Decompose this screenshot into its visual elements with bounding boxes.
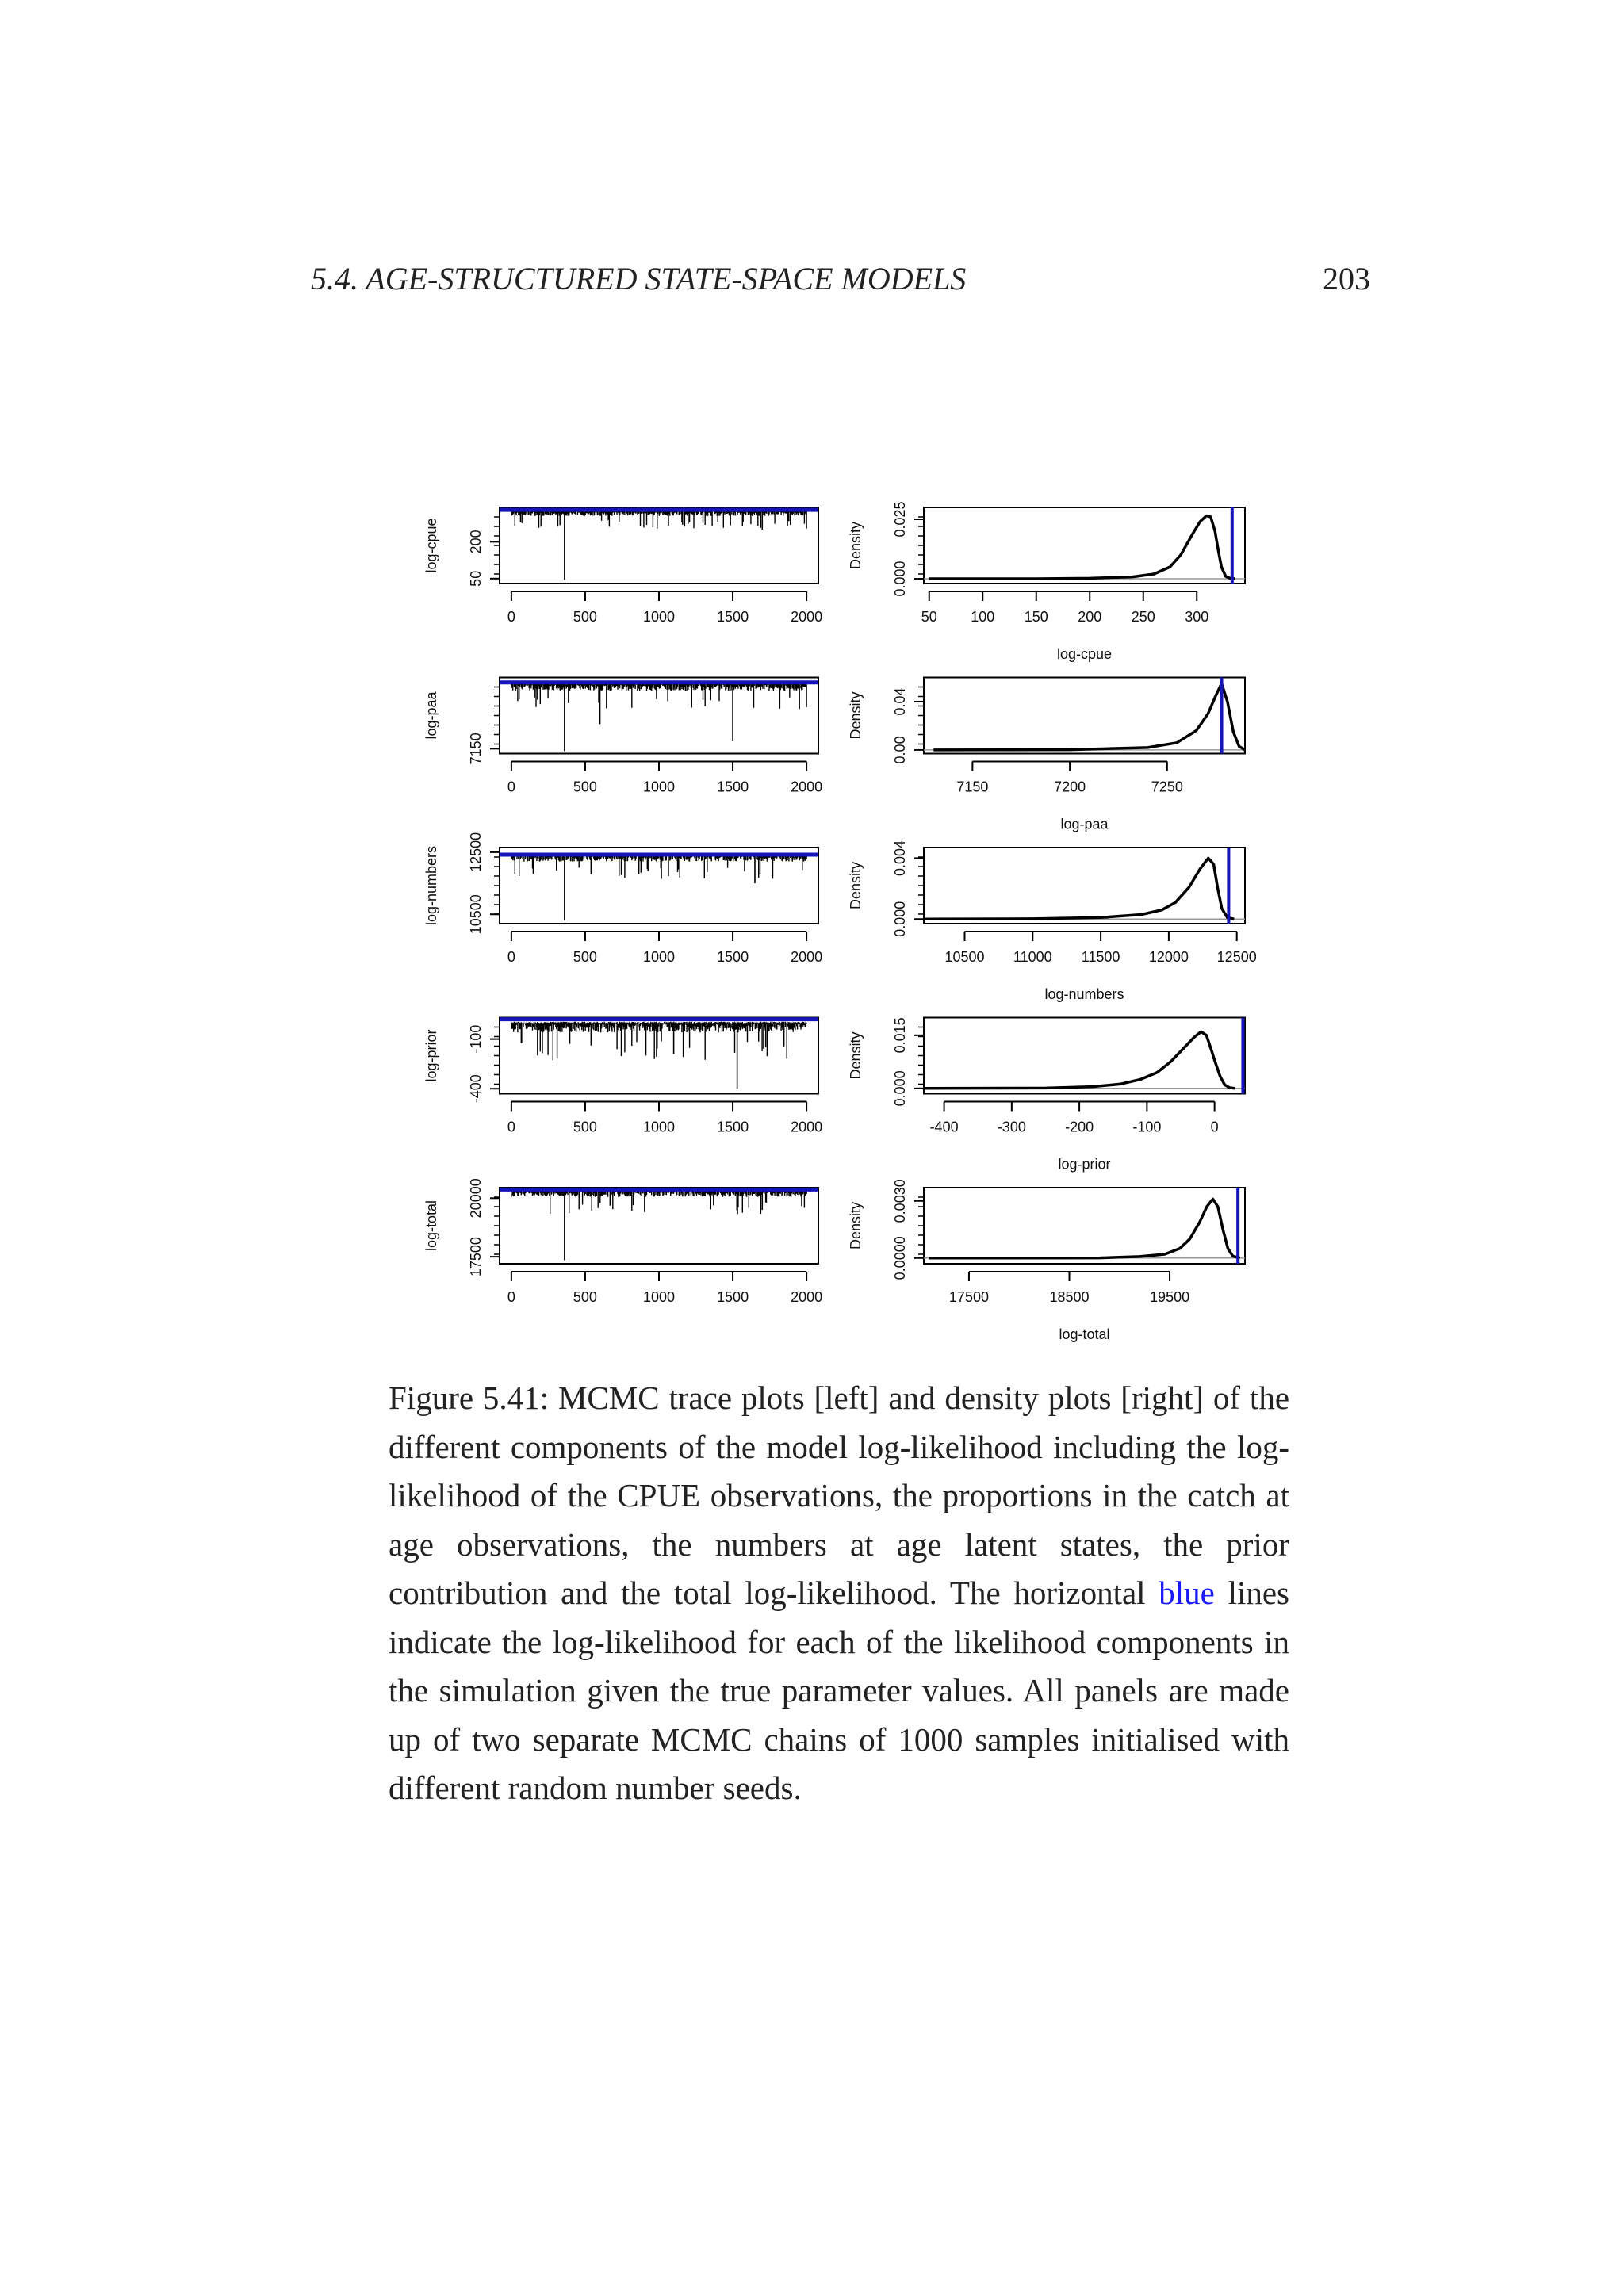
trace-ytick-label-3-1: -100	[468, 1024, 484, 1054]
trace-series-2	[511, 855, 806, 879]
trace-ytick-label-2-0: 10500	[468, 894, 484, 935]
density-xtick-label-2-2: 11500	[1081, 949, 1120, 965]
trace-ytick-label-4-1: 20000	[468, 1178, 484, 1219]
trace-ytick-label-3-0: -400	[468, 1074, 484, 1104]
density-xtick-label-2-4: 12500	[1216, 949, 1257, 965]
caption-blue-word: blue	[1159, 1575, 1215, 1611]
density-xtick-label-3-3: -100	[1132, 1119, 1162, 1135]
density-xlabel-4: log-total	[1059, 1326, 1110, 1342]
trace-plot-frame-2	[500, 848, 818, 924]
density-ylabel-2: Density	[848, 861, 864, 910]
density-xtick-label-4-0: 17500	[948, 1289, 989, 1305]
trace-xtick-label-2-3: 1500	[717, 949, 749, 965]
density-plot-frame-0	[924, 507, 1245, 584]
density-xtick-label-1-2: 7250	[1151, 779, 1183, 795]
caption-text-1: MCMC trace plots [left] and density plots [right] of the different components of the model log-likelihood including the log-likelihood of the CPUE observations, the proportions in the catch at age observations, the numbers at age latent states, the prior contribution and the total log-likelihood. The horizontal	[389, 1380, 1290, 1611]
density-ytick-label-0-0: 0.000	[892, 561, 908, 597]
density-xtick-label-3-1: -300	[997, 1119, 1026, 1135]
density-curve-4	[929, 1199, 1239, 1257]
density-curve-2	[924, 858, 1234, 919]
density-xlabel-1: log-paa	[1060, 816, 1109, 832]
trace-ylabel-1: log-paa	[423, 691, 439, 740]
density-plot-frame-3	[924, 1018, 1245, 1094]
trace-ytick-label-0-0: 50	[468, 570, 484, 587]
density-xtick-label-2-3: 12000	[1148, 949, 1189, 965]
density-ylabel-3: Density	[848, 1031, 864, 1080]
density-curve-0	[929, 516, 1235, 580]
mcmc-figure	[412, 492, 1269, 1356]
density-xtick-label-4-1: 18500	[1049, 1289, 1090, 1305]
trace-xtick-label-1-1: 500	[573, 779, 597, 795]
density-curve-1	[933, 683, 1245, 750]
density-xlabel-2: log-numbers	[1044, 986, 1124, 1002]
density-xtick-label-3-2: -200	[1065, 1119, 1094, 1135]
density-xtick-label-0-1: 100	[971, 609, 995, 625]
trace-xtick-label-3-3: 1500	[717, 1119, 749, 1135]
density-ylabel-4: Density	[848, 1201, 864, 1250]
caption-text-2: lines indicate the log-likelihood for each of the likelihood components in the simulation given the true parameter values. All panels are made up of two separate MCMC chains of 1000 samples initialised with different random number seeds.	[389, 1575, 1289, 1806]
density-xlabel-3: log-prior	[1058, 1156, 1111, 1173]
trace-xtick-label-2-4: 2000	[791, 949, 823, 965]
trace-ylabel-4: log-total	[423, 1200, 439, 1252]
density-xtick-label-0-2: 150	[1024, 609, 1048, 625]
trace-ytick-label-0-1: 200	[468, 530, 484, 554]
trace-xtick-label-4-3: 1500	[717, 1289, 749, 1305]
density-xtick-label-1-1: 7200	[1054, 779, 1086, 795]
trace-xtick-label-4-1: 500	[573, 1289, 597, 1305]
density-xtick-label-1-0: 7150	[956, 779, 989, 795]
trace-xtick-label-1-0: 0	[507, 779, 515, 795]
density-ylabel-0: Density	[848, 521, 864, 570]
trace-xtick-label-1-4: 2000	[791, 779, 823, 795]
trace-plot-frame-0	[500, 507, 818, 584]
trace-plot-frame-4	[500, 1188, 818, 1264]
trace-series-1	[511, 683, 806, 709]
density-ytick-label-3-1: 0.015	[892, 1017, 908, 1054]
density-ytick-label-0-1: 0.025	[892, 501, 908, 538]
trace-xtick-label-3-1: 500	[573, 1119, 597, 1135]
density-ylabel-1: Density	[848, 691, 864, 740]
trace-xtick-label-4-4: 2000	[791, 1289, 823, 1305]
density-ytick-label-2-1: 0.004	[892, 840, 908, 876]
trace-xtick-label-0-2: 1000	[642, 609, 676, 625]
density-ytick-label-4-0: 0.0000	[892, 1236, 908, 1280]
density-xtick-label-3-4: 0	[1210, 1119, 1219, 1135]
trace-xtick-label-2-2: 1000	[642, 949, 676, 965]
density-xtick-label-0-3: 200	[1078, 609, 1102, 625]
trace-ylabel-0: log-cpue	[423, 518, 439, 573]
density-xtick-label-2-0: 10500	[944, 949, 985, 965]
trace-xtick-label-3-4: 2000	[791, 1119, 823, 1135]
page-number: 203	[1323, 261, 1370, 297]
density-plot-frame-2	[924, 848, 1245, 924]
figure-caption	[389, 1374, 1289, 1813]
trace-series-3	[511, 1022, 806, 1061]
running-header: 5.4. AGE-STRUCTURED STATE-SPACE MODELS	[311, 261, 967, 297]
trace-xtick-label-3-2: 1000	[642, 1119, 676, 1135]
density-xlabel-0: log-cpue	[1056, 646, 1113, 662]
density-xtick-label-0-5: 300	[1185, 609, 1209, 625]
trace-xtick-label-2-0: 0	[507, 949, 515, 965]
trace-xtick-label-0-1: 500	[573, 609, 597, 625]
trace-xtick-label-0-0: 0	[507, 609, 515, 625]
trace-xtick-label-1-3: 1500	[717, 779, 749, 795]
trace-ylabel-3: log-prior	[423, 1029, 439, 1082]
trace-ytick-label-4-0: 17500	[468, 1237, 484, 1277]
density-xtick-label-3-0: -400	[929, 1119, 959, 1135]
density-ytick-label-1-1: 0.04	[892, 687, 908, 716]
trace-xtick-label-0-4: 2000	[791, 609, 823, 625]
density-ytick-label-2-0: 0.000	[892, 901, 908, 937]
density-ytick-label-4-1: 0.0030	[892, 1179, 908, 1223]
trace-ylabel-2: log-numbers	[423, 845, 439, 926]
trace-xtick-label-1-2: 1000	[642, 779, 676, 795]
caption-label: Figure 5.41:	[389, 1380, 550, 1416]
density-plot-frame-1	[924, 678, 1245, 754]
trace-ytick-label-1-0: 7150	[468, 733, 484, 765]
trace-ytick-label-2-1: 12500	[468, 832, 484, 872]
trace-xtick-label-4-0: 0	[507, 1289, 515, 1305]
density-ytick-label-3-0: 0.000	[892, 1070, 908, 1107]
density-ytick-label-1-0: 0.00	[892, 736, 908, 764]
trace-xtick-label-2-1: 500	[573, 949, 597, 965]
trace-xtick-label-0-3: 1500	[717, 609, 749, 625]
trace-xtick-label-3-0: 0	[507, 1119, 515, 1135]
density-curve-3	[924, 1031, 1235, 1088]
density-xtick-label-4-2: 19500	[1150, 1289, 1190, 1305]
density-xtick-label-0-0: 50	[921, 609, 937, 625]
trace-xtick-label-4-2: 1000	[642, 1289, 676, 1305]
density-xtick-label-0-4: 250	[1131, 609, 1155, 625]
density-xtick-label-2-1: 11000	[1013, 949, 1052, 965]
